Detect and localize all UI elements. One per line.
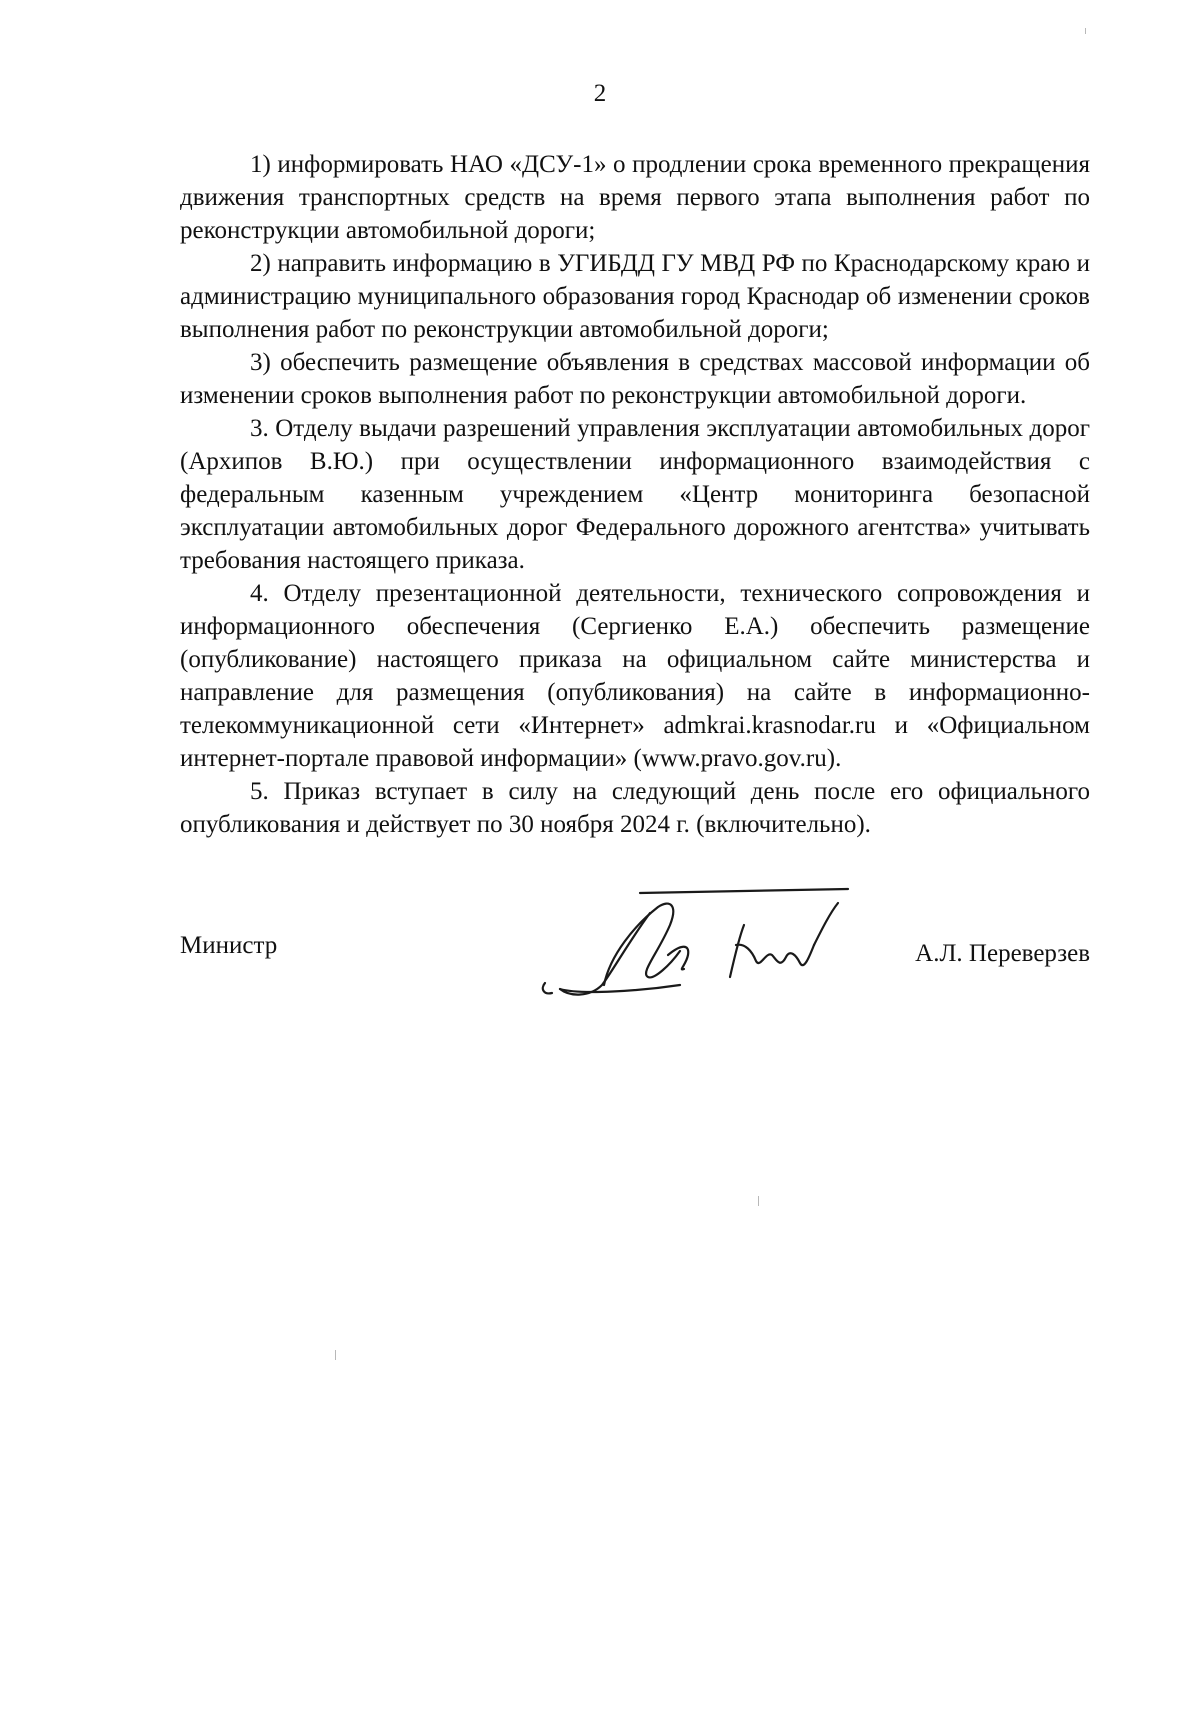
handwritten-signature [530, 885, 890, 1005]
signer-title: Министр [180, 932, 278, 959]
scan-speck [1085, 28, 1086, 34]
signer-name: А.Л. Переверзев [915, 940, 1090, 967]
document-body [180, 148, 1090, 841]
paragraph-4-publication: 4. Отделу презентационной деятельности, технического сопровождения и информационного обеспечения (Сергиенко Е.А.) обеспечить размещение (опубликование) настоящего приказа на официальном сайте министерства и направление для размещения (опубликования) на сайте в информационно-телекоммуникационной сети «Интернет» admkrai.krasnodar.ru и «Официальном интернет-портале правовой информации» (www.pravo.gov.ru). [180, 580, 1090, 772]
paragraph-item-1-inform-dsu: 1) информировать НАО «ДСУ-1» о продлении срока временного прекращения движения транспортных средств на время первого этапа выполнения работ по реконструкции автомобильной дороги; [180, 151, 1090, 244]
scan-speck [335, 1350, 336, 1360]
paragraph-item-3-publish-announcement: 3) обеспечить размещение объявления в средствах массовой информации об изменении сроков выполнения работ по реконструкции автомобильной дороги. [180, 349, 1090, 409]
signature-block [180, 900, 1090, 990]
paragraph-item-2-send-info: 2) направить информацию в УГИБДД ГУ МВД РФ по Краснодарскому краю и администрацию муниципального образования город Краснодар об изменении сроков выполнения работ по реконструкции автомобильной дороги; [180, 250, 1090, 343]
page-number: 2 [593, 80, 607, 107]
paragraph-3-permits-department: 3. Отделу выдачи разрешений управления эксплуатации автомобильных дорог (Архипов В.Ю.) при осуществлении информационного взаимодействия с федеральным казенным учреждением «Центр мониторинга безопасной эксплуатации автомобильных дорог Федерального дорожного агентства» учитывать требования настоящего приказа. [180, 415, 1090, 574]
paragraph-5-effective-date: 5. Приказ вступает в силу на следующий день после его официального опубликования и действует по 30 ноября 2024 г. (включительно). [180, 778, 1090, 838]
scan-speck [758, 1196, 759, 1206]
